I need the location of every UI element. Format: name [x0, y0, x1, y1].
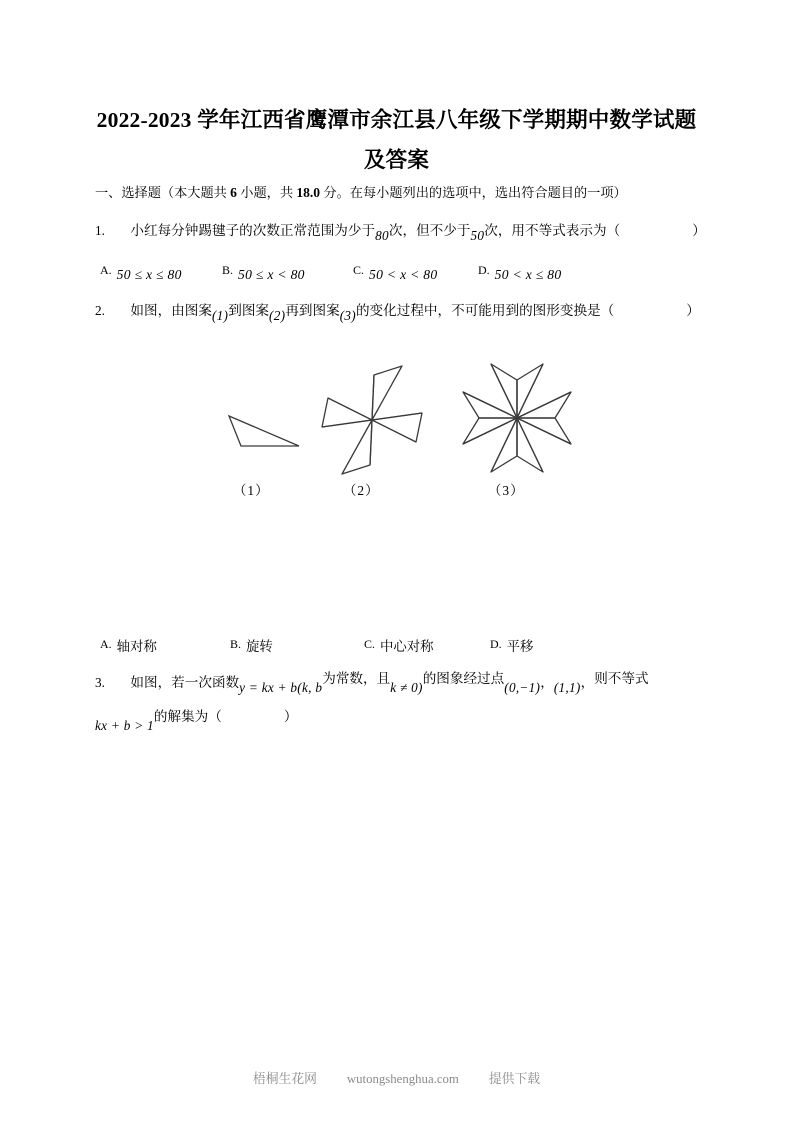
option-b-label: B.	[230, 637, 242, 651]
question-3-math-inequality: kx + b > 1	[95, 718, 154, 733]
section-prefix: 一、选择题（本大题共	[95, 185, 231, 200]
question-2-text-4: 的变化过程中，不可能用到的图形变换是（	[355, 303, 615, 318]
section-total-points: 18.0	[296, 185, 321, 200]
question-3-math-point-1: (0,−1)	[504, 680, 541, 695]
question-2-option-b[interactable]	[230, 636, 273, 658]
option-d-text: 平移	[506, 639, 534, 654]
footer-website: wutongshenghua.com	[346, 1072, 459, 1086]
option-c-label: C.	[353, 263, 365, 277]
section-question-count: 6	[230, 185, 237, 200]
footer-brand: 梧桐生花网	[252, 1072, 317, 1086]
question-3-sep-2: ，	[580, 675, 595, 690]
question-1-option-d[interactable]	[478, 262, 561, 284]
question-2-text-2: 到图案	[228, 303, 270, 318]
question-2-math-3: (3)	[339, 308, 356, 323]
question-2-math-2: (2)	[269, 308, 286, 323]
question-2-index: 2.	[95, 303, 105, 318]
question-3-text-2: 为常数，且	[322, 671, 391, 686]
option-c-math: 50 < x < 80	[369, 267, 438, 282]
question-1-text-4: ）	[692, 223, 706, 238]
four-blade-pinwheel-icon	[310, 360, 435, 480]
question-2-text-3: 再到图案	[285, 303, 340, 318]
option-b-math: 50 ≤ x < 80	[238, 267, 305, 282]
option-c-label: C.	[364, 637, 376, 651]
option-d-label: D.	[478, 263, 490, 277]
page-title: 2022-2023 学年江西省鹰潭市余江县八年级下学期期中数学试题及答案	[96, 108, 697, 172]
question-1-math-50: 50	[470, 228, 485, 243]
section-suffix: 分。在每小题列出的选项中，选出符合题目的一项）	[320, 185, 627, 200]
question-2-option-c[interactable]	[364, 636, 434, 658]
figure-3-star	[455, 358, 580, 485]
figure-2-caption: （2）	[343, 483, 380, 498]
question-3-text-3: 的图象经过点	[422, 671, 505, 686]
option-b-label: B.	[222, 263, 234, 277]
option-b-text: 旋转	[246, 639, 273, 654]
question-3-index: 3.	[95, 675, 105, 690]
question-1-index: 1.	[95, 223, 105, 238]
question-3-math-k: k ≠ 0)	[390, 680, 423, 695]
question-3-text-4: 则不等式	[594, 671, 649, 686]
option-d-label: D.	[490, 637, 502, 651]
question-1-option-b[interactable]	[222, 262, 305, 284]
eight-point-star-icon	[455, 358, 580, 480]
question-1-option-c[interactable]	[353, 262, 437, 284]
question-1-option-a[interactable]	[100, 262, 182, 284]
question-2-text-5: ）	[686, 303, 700, 318]
figure-2-pinwheel	[310, 360, 435, 485]
question-3-text-5: 的解集为（	[153, 709, 222, 724]
option-c-text: 中心对称	[380, 639, 434, 654]
question-3-math-function: y = kx + b(k, b	[239, 680, 323, 695]
section-middle: 小题，共	[236, 185, 297, 200]
figure-1-caption: （1）	[233, 483, 270, 498]
triangle-icon	[225, 410, 305, 455]
section-heading	[95, 183, 715, 203]
footer-action: 提供下载	[488, 1072, 541, 1086]
question-3-line-2	[95, 710, 715, 732]
figure-3-caption: （3）	[488, 483, 525, 498]
question-1-math-80: 80	[375, 228, 389, 243]
question-1-text-1: 小红每分钟踢毽子的次数正常范围为少于	[130, 223, 376, 238]
question-2-option-a[interactable]	[100, 636, 157, 658]
question-3-text-1: 如图，若一次函数	[130, 675, 240, 690]
question-1-text-2: 次，但不少于	[388, 223, 471, 238]
question-1	[95, 220, 715, 242]
question-2	[95, 300, 715, 322]
option-d-math: 50 < x ≤ 80	[494, 267, 562, 282]
question-3-text-6: ）	[283, 709, 298, 724]
question-2-text-1: 如图，由图案	[130, 303, 212, 318]
question-1-text-3: 次，用不等式表示为（	[484, 223, 621, 238]
option-a-math: 50 ≤ x ≤ 80	[116, 267, 182, 282]
option-a-text: 轴对称	[116, 639, 157, 654]
question-2-figures	[95, 340, 715, 515]
question-3-math-point-2: (1,1)	[553, 680, 581, 695]
question-2-option-d[interactable]	[490, 636, 533, 658]
question-3-sep-1: ，	[540, 675, 554, 690]
option-a-label: A.	[100, 637, 112, 651]
question-2-math-1: (1)	[211, 308, 229, 323]
figure-1-triangle	[225, 410, 305, 460]
page-footer	[0, 1068, 793, 1087]
question-3-line-1	[95, 672, 715, 694]
option-a-label: A.	[100, 263, 112, 277]
